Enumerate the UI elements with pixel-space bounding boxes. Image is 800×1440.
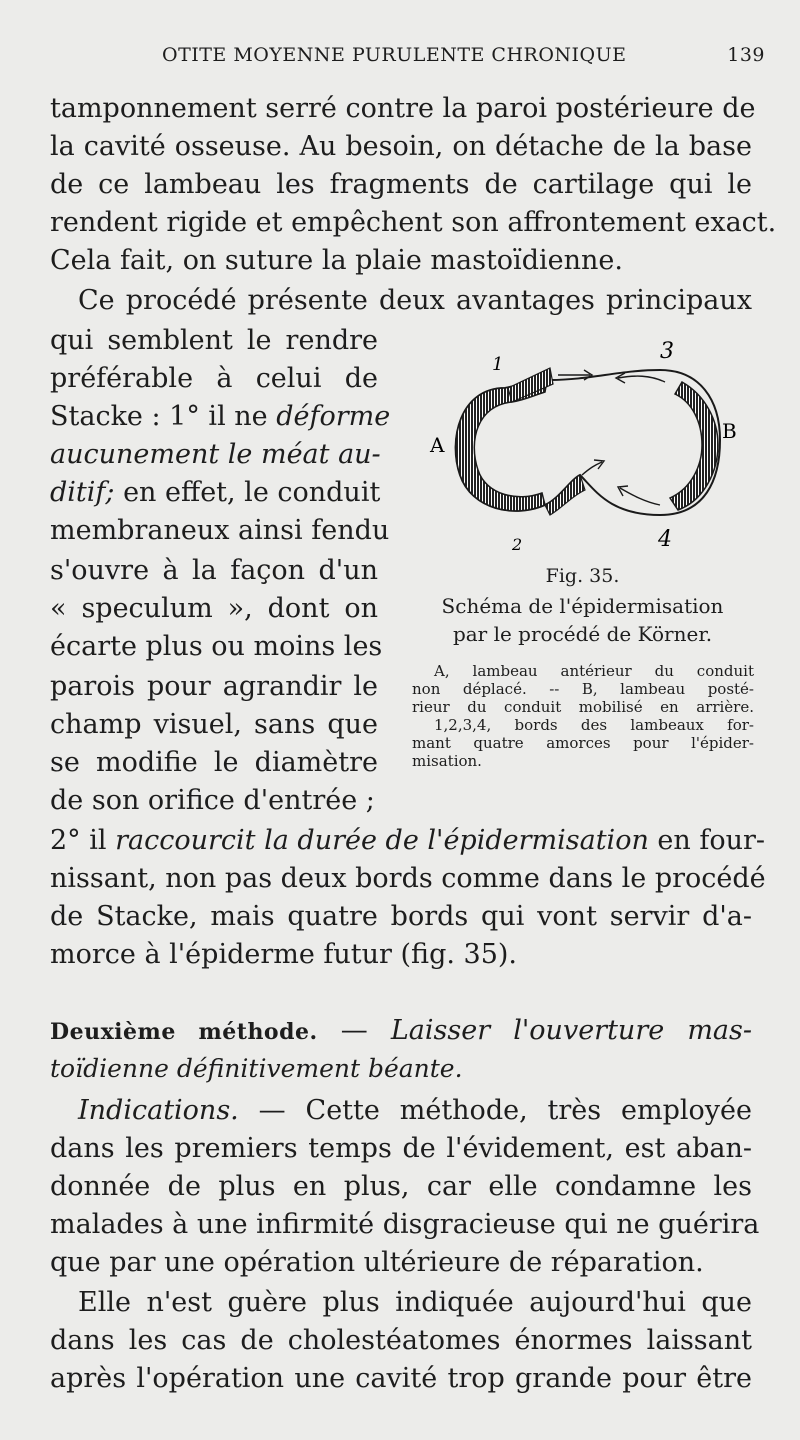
text-line: après l'opération une cavité trop grande pour être: [50, 1363, 752, 1394]
text-line: [50, 1092, 752, 1130]
text-line: malades à une infirmité disgracieuse qui ne guérira: [50, 1209, 760, 1240]
text-span: 2° il: [50, 825, 116, 856]
label-2: 2: [512, 535, 523, 554]
legend-line: misation.: [412, 752, 482, 770]
legend-line: rieur du conduit mobilisé en arrière.: [412, 698, 754, 716]
section-title: Laisser l'ouverture mas-: [390, 1015, 752, 1046]
text-line: [50, 474, 381, 512]
italic-span: raccourcit la durée de l'épidermisation: [115, 825, 649, 856]
text-line: écarte plus ou moins les: [50, 631, 383, 662]
legend-line: non déplacé. -- B, lambeau posté-: [412, 680, 754, 698]
text-line: aucunement le méat au-: [50, 439, 381, 470]
text-line: nissant, non pas deux bords comme dans le procédé: [50, 863, 766, 894]
text-line: dans les premiers temps de l'évidement, est aban-: [50, 1133, 752, 1164]
label-1: 1: [492, 354, 504, 375]
text-line: [50, 822, 766, 860]
text-line: rendent rigide et empêchent son affrontement exact.: [50, 207, 777, 238]
section-title-cont: toïdienne définitivement béante.: [50, 1054, 463, 1083]
legend-line: 1,2,3,4, bords des lambeaux for-: [434, 716, 754, 734]
figure-caption-title: par le procédé de Körner.: [452, 622, 713, 646]
text-line: « speculum », dont on: [50, 593, 378, 624]
label-b: B: [722, 419, 737, 443]
text-line: s'ouvre à la façon d'un: [50, 555, 378, 586]
text-line: Cela fait, on suture la plaie mastoïdienne.: [50, 245, 623, 276]
text-line: donnée de plus en plus, car elle condamne les: [50, 1171, 752, 1202]
text-line: qui semblent le rendre: [50, 325, 378, 356]
text-span: — Cette méthode, très employée: [238, 1095, 752, 1126]
text-line: de son orifice d'entrée ;: [50, 785, 375, 816]
text-span: en four-: [648, 825, 766, 856]
text-span: —: [317, 1015, 391, 1046]
text-line: Ce procédé présente deux avantages principaux: [78, 285, 752, 316]
text-line: de Stacke, mais quatre bords qui vont servir d'a-: [50, 901, 752, 932]
text-line: champ visuel, sans que: [50, 709, 378, 740]
text-line: la cavité osseuse. Au besoin, on détache de la base: [50, 131, 752, 162]
text-line: membraneux ainsi fendu: [50, 515, 390, 546]
italic-span: Indications.: [78, 1095, 239, 1126]
text-line: se modifie le diamètre: [50, 747, 378, 778]
text-line: de ce lambeau les fragments de cartilage qui le: [50, 169, 752, 200]
label-4: 4: [658, 527, 672, 552]
legend-line: mant quatre amorces pour l'épider-: [412, 734, 754, 752]
figure-caption-title: Schéma de l'épidermisation: [441, 594, 724, 618]
label-a: A: [430, 433, 445, 457]
text-line: tamponnement serré contre la paroi postérieure de: [50, 93, 756, 124]
italic-span: ditif;: [50, 477, 115, 508]
text-line: parois pour agrandir le: [50, 671, 378, 702]
figure-35-schema: [420, 340, 750, 565]
running-title: OTITE MOYENNE PURULENTE CHRONIQUE: [162, 44, 627, 66]
figure-legend: [412, 662, 754, 770]
text-line: Elle n'est guère plus indiquée aujourd'hui que: [78, 1287, 752, 1318]
text-line: dans les cas de cholestéatomes énormes laissant: [50, 1325, 752, 1356]
figure-number: Fig. 35.: [545, 565, 620, 587]
section-heading: [50, 1012, 752, 1051]
running-header: [50, 44, 765, 78]
label-3: 3: [660, 340, 674, 364]
text-line: que par une opération ultérieure de réparation.: [50, 1247, 704, 1278]
page-number: 139: [727, 44, 765, 66]
text-line: morce à l'épiderme futur (fig. 35).: [50, 939, 517, 970]
text-line: [50, 398, 391, 436]
italic-span: déforme: [276, 401, 391, 432]
section-label: Deuxième méthode.: [50, 1019, 318, 1045]
text-span: en effet, le conduit: [114, 477, 381, 508]
legend-line: A, lambeau antérieur du conduit: [434, 662, 754, 680]
text-line: préférable à celui de: [50, 363, 378, 394]
text-span: Stacke : 1° il ne: [50, 401, 277, 432]
